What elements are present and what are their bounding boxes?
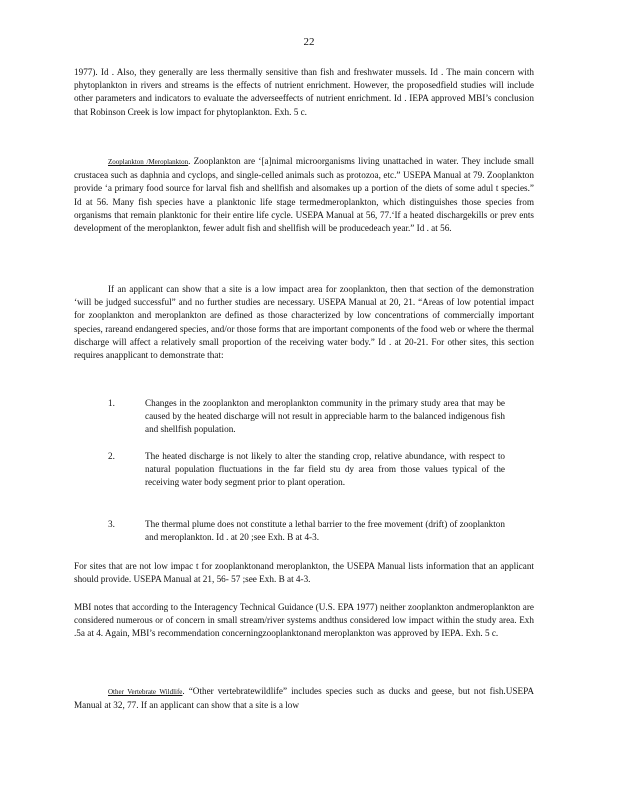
paragraph-zooplankton-text: . Zooplankton are ‘[a]nimal microorganisms living unattached in water. They include small crustacea such as daphnia and cyclops, and single-celled animals such as protozoa, etc.” USEPA Manual at 79. Zooplankton provide ‘a primary food source for larval fish and shellfish and alsomakes up a portion of the diets of some adul t species.” Id at 56. Many fish species have a planktonic life stage termedmeroplankton, which distinguishes those species from organisms that remain planktonic for their entire life cycle. USEPA Manual at 56, 77.‘If a heated dischargekills or prev ents development of the meroplankton, fewer adult fish and shellfish will be producedeach year.” Id . at 56. (74, 156, 534, 234)
list-item-number: 1. (108, 398, 115, 408)
paragraph-low-impact-zooplankton: If an applicant can show that a site is a low impact area for zooplankton, then that section of the demonstration ‘will be judged successful” and no further studies are necessary. USEPA Manual at 20, 21. “Areas of low potential impact for zooplankton and meroplankton are defined as those characterized by low concentrations of commercially important species, rareand endangered species, and/or those forms that are important components of the food web or where the thermal discharge will affect a relatively small proportion of the receiving water body.” Id . at 20-21. For other sites, this section requires anapplicant to demonstrate that: (74, 284, 534, 361)
paragraph-phytoplankton: 1977). Id . Also, they generally are less thermally sensitive than fish and freshwater mussels. Id . The main concern with phytoplankton in rivers and streams is the effects of nutrient enrichment. However, the proposedfield studies will include other parameters and indicators to evaluate the adverseeffects of nutrient enrichment. Id . IEPA approved MBI’s conclusion that Robinson Creek is low impact for phytoplankton. Exh. 5 c. (74, 67, 534, 117)
list-item-text: The heated discharge is not likely to alter the standing crop, relative abundance, with respect to natural population fluctuations in the far field stu dy area from those values typical of the receiving water body segment prior to plant operation. (145, 451, 505, 488)
paragraph-mbi-notes: MBI notes that according to the Interagency Technical Guidance (U.S. EPA 1977) neither zooplankton andmeroplankton are considered numerous or of concern in small stream/river systems andthus considered low impact within the study area. Exh .5a at 4. Again, MBI’s recommendation concerningzooplanktonand meroplankton was approved by IEPA. Exh. 5 c. (74, 602, 534, 639)
list-item-text: The thermal plume does not constitute a lethal barrier to the free movement (drift) of zooplankton and meroplankton. Id . at 20 ;see Exh. B at 4-3. (145, 519, 505, 543)
page-number: 22 (303, 36, 315, 48)
list-item-number: 3. (108, 519, 115, 529)
heading-zooplankton-meroplankton: Zooplankton /Meroplankton (108, 158, 189, 166)
list-item-number: 2. (108, 451, 115, 461)
paragraph-other-vertebrate-wildlife (74, 685, 534, 712)
list-item-text: Changes in the zooplankton and meroplankton community in the primary study area that may be caused by the heated discharge will not result in appreciable harm to the balanced indigenous fish and shellfish population. (145, 398, 505, 435)
paragraph-zooplankton (74, 155, 534, 235)
paragraph-wildlife-text: . “Other vertebratewildlife” includes species such as ducks and geese, but not fish.USEPA Manual at 32, 77. If an applicant can show that a site is a low (74, 686, 534, 711)
heading-other-vertebrate-wildlife: Other Vertebrate Wildlife (108, 688, 183, 696)
paragraph-not-low-impact: For sites that are not low impac t for zooplanktonand meroplankton, the USEPA Manual lists information that an applicant should provide. USEPA Manual at 21, 56- 57 ;see Exh. B at 4-3. (74, 561, 534, 585)
